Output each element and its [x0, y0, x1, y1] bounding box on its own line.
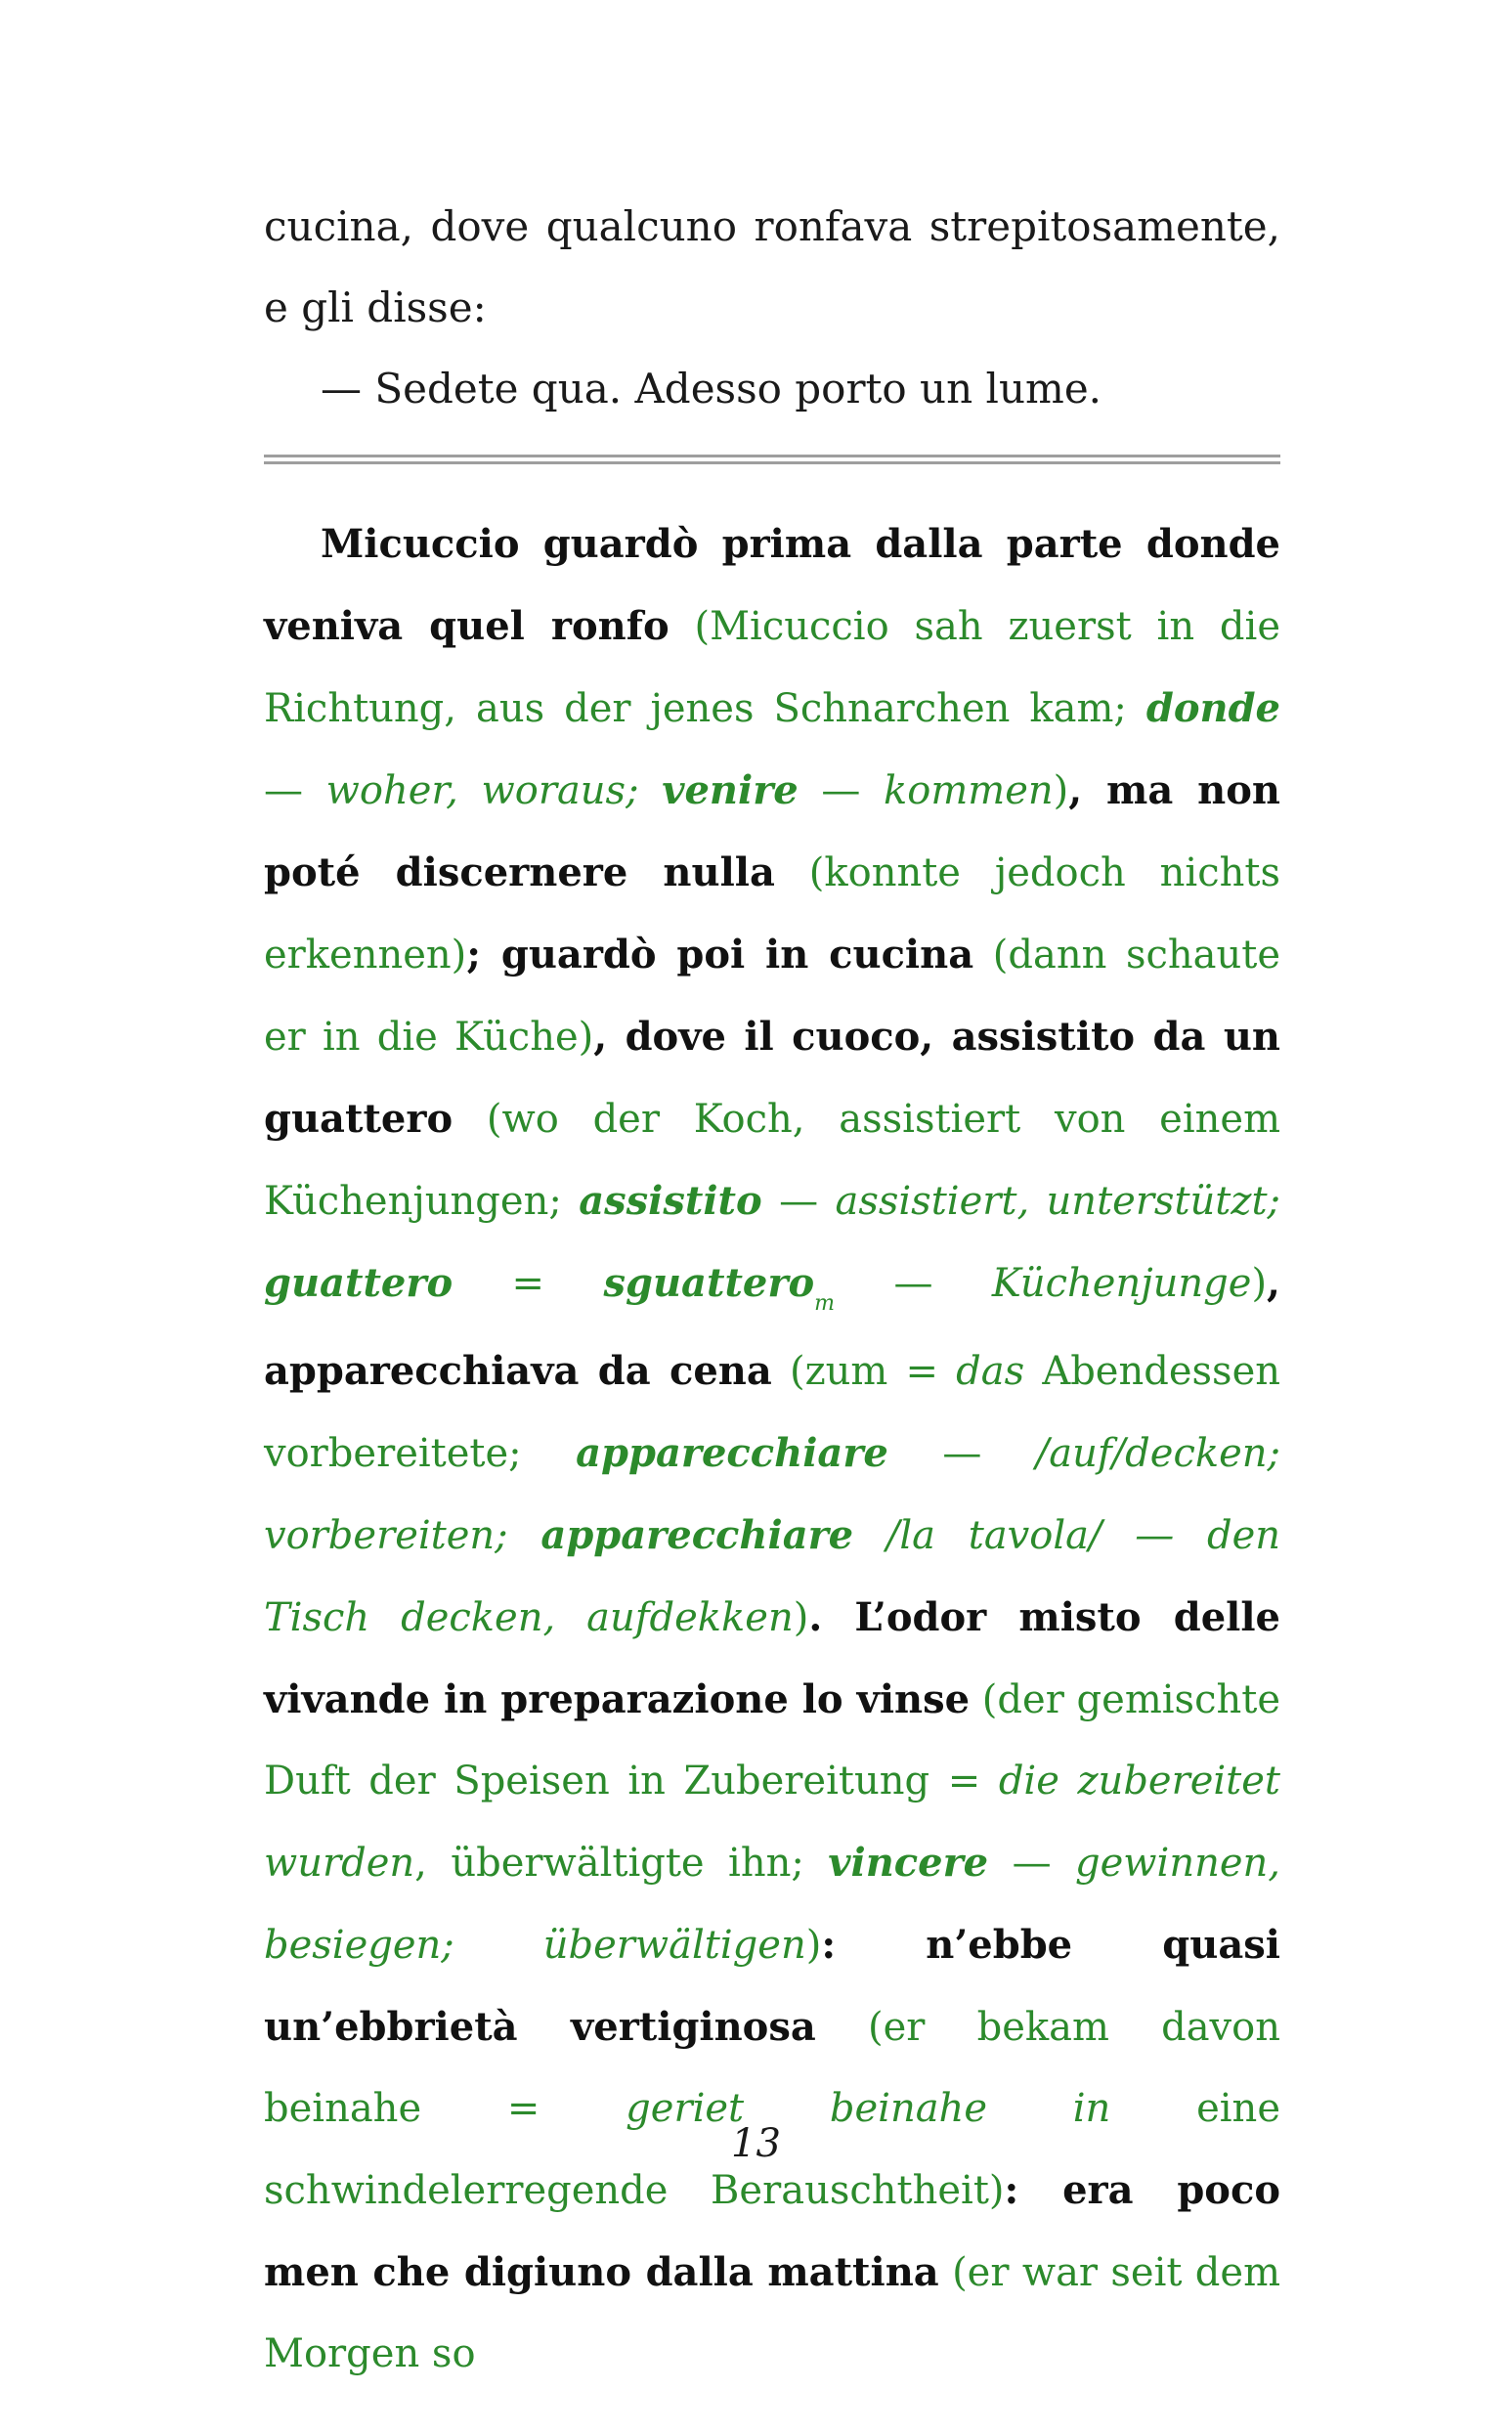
gloss-keyword-segment: guattero — [264, 1260, 454, 1306]
gloss-text-segment: (Micuccio sah zuerst in die Richtung, aus der jenes Schnarchen kam; — [264, 604, 1280, 731]
gloss-text-segment: — — [264, 768, 326, 813]
italian-text-segment: , apparecchiava da cena — [264, 1260, 1280, 1394]
gloss-text-segment: — — [887, 1431, 1036, 1476]
italian-text-segment: ; guardò poi in cucina — [466, 932, 974, 978]
italian-text-segment: . L’odor misto delle vivande in preparazione lo vinse — [264, 1594, 1280, 1722]
gloss-text-segment: — — [988, 1841, 1076, 1886]
intro-line-1: cucina, dove qualcuno ronfava strepitosamente, e gli disse: — [264, 202, 1280, 331]
italian-text-segment: Micuccio guardò prima dalla parte donde veniva quel ronfo — [264, 521, 1280, 649]
gloss-text-segment: (zum = — [771, 1349, 957, 1394]
double-rule-divider — [264, 455, 1280, 464]
gloss-keyword-segment: vincere — [828, 1840, 989, 1886]
gloss-text-segment: ) — [1251, 1261, 1268, 1306]
gloss-text-segment: ) — [805, 1923, 822, 1968]
gloss-keyword-segment: apparecchiare — [540, 1512, 854, 1558]
gloss-italic-segment: woher, woraus; — [325, 768, 663, 813]
gloss-keyword-segment: assistito — [579, 1178, 762, 1224]
gloss-text-segment: — — [761, 1179, 836, 1224]
intro-line-2: — Sedete qua. Adesso porto un lume. — [321, 365, 1102, 413]
gloss-text-segment: (konnte jedoch nichts erkennen) — [264, 850, 1280, 978]
gloss-text-segment: (dann schaute er in die Küche) — [264, 933, 1280, 1060]
gloss-italic-segment: Küchenjunge — [991, 1261, 1252, 1306]
gloss-text-segment: , überwältigte ihn; — [414, 1841, 829, 1886]
gloss-text-segment: (der gemischte Duft der Speisen in Zubereitung = — [264, 1677, 1280, 1804]
gloss-italic-segment: /auf/decken; vorbereiten; — [264, 1431, 1280, 1558]
book-page — [264, 186, 1280, 2434]
gloss-text-segment: = — [453, 1261, 604, 1306]
gloss-keyword-segment: apparecchiare — [576, 1430, 888, 1476]
gloss-keyword-segment: sguattero — [603, 1260, 815, 1306]
gloss-text-segment: (er war seit dem Morgen so — [264, 2250, 1280, 2376]
gloss-keyword-segment: donde — [1145, 685, 1280, 731]
italian-text-segment: : n’ebbe quasi un’ebbrietà vertiginosa — [264, 1922, 1280, 2050]
gloss-italic-segment: /la tavola/ — den Tisch decken, aufdekken — [264, 1513, 1280, 1640]
gloss-text-segment: — — [798, 768, 885, 813]
gloss-italic-segment: gewinnen, besiegen; überwältigen — [264, 1841, 1280, 1968]
gloss-text-segment: (er bekam davon beinahe = — [264, 2005, 1280, 2131]
gloss-text-segment: — — [835, 1261, 992, 1306]
italian-text-segment: , ma non poté discernere nulla — [264, 767, 1280, 895]
page-number: 13 — [731, 2121, 781, 2166]
italian-text-segment: , dove il cuoco, assistito da un guattero — [264, 1014, 1280, 1142]
gloss-italic-segment: assistiert, unterstützt; — [835, 1179, 1280, 1224]
gloss-keyword-segment: venire — [662, 767, 799, 813]
gloss-italic-segment: kommen — [884, 768, 1054, 813]
gloss-text-segment: Abendessen vorbereitete; — [264, 1349, 1281, 1476]
gloss-italic-segment: geriet beinahe in — [626, 2086, 1111, 2131]
gender-marker: m — [814, 1291, 836, 1316]
gloss-italic-segment: die zubereitet wurden — [264, 1759, 1280, 1886]
gloss-italic-segment: das — [956, 1349, 1025, 1394]
gloss-text-segment: ) — [1053, 768, 1069, 813]
gloss-text-segment: eine schwindelerregende Berauschtheit) — [264, 2086, 1280, 2213]
gloss-text-segment: ) — [793, 1595, 809, 1640]
annotated-passage — [264, 503, 1280, 2395]
gloss-text-segment: (wo der Koch, assistiert von einem Küchenjungen; — [264, 1097, 1280, 1224]
italian-text-segment: : era poco men che digiuno dalla mattina — [264, 2167, 1280, 2295]
